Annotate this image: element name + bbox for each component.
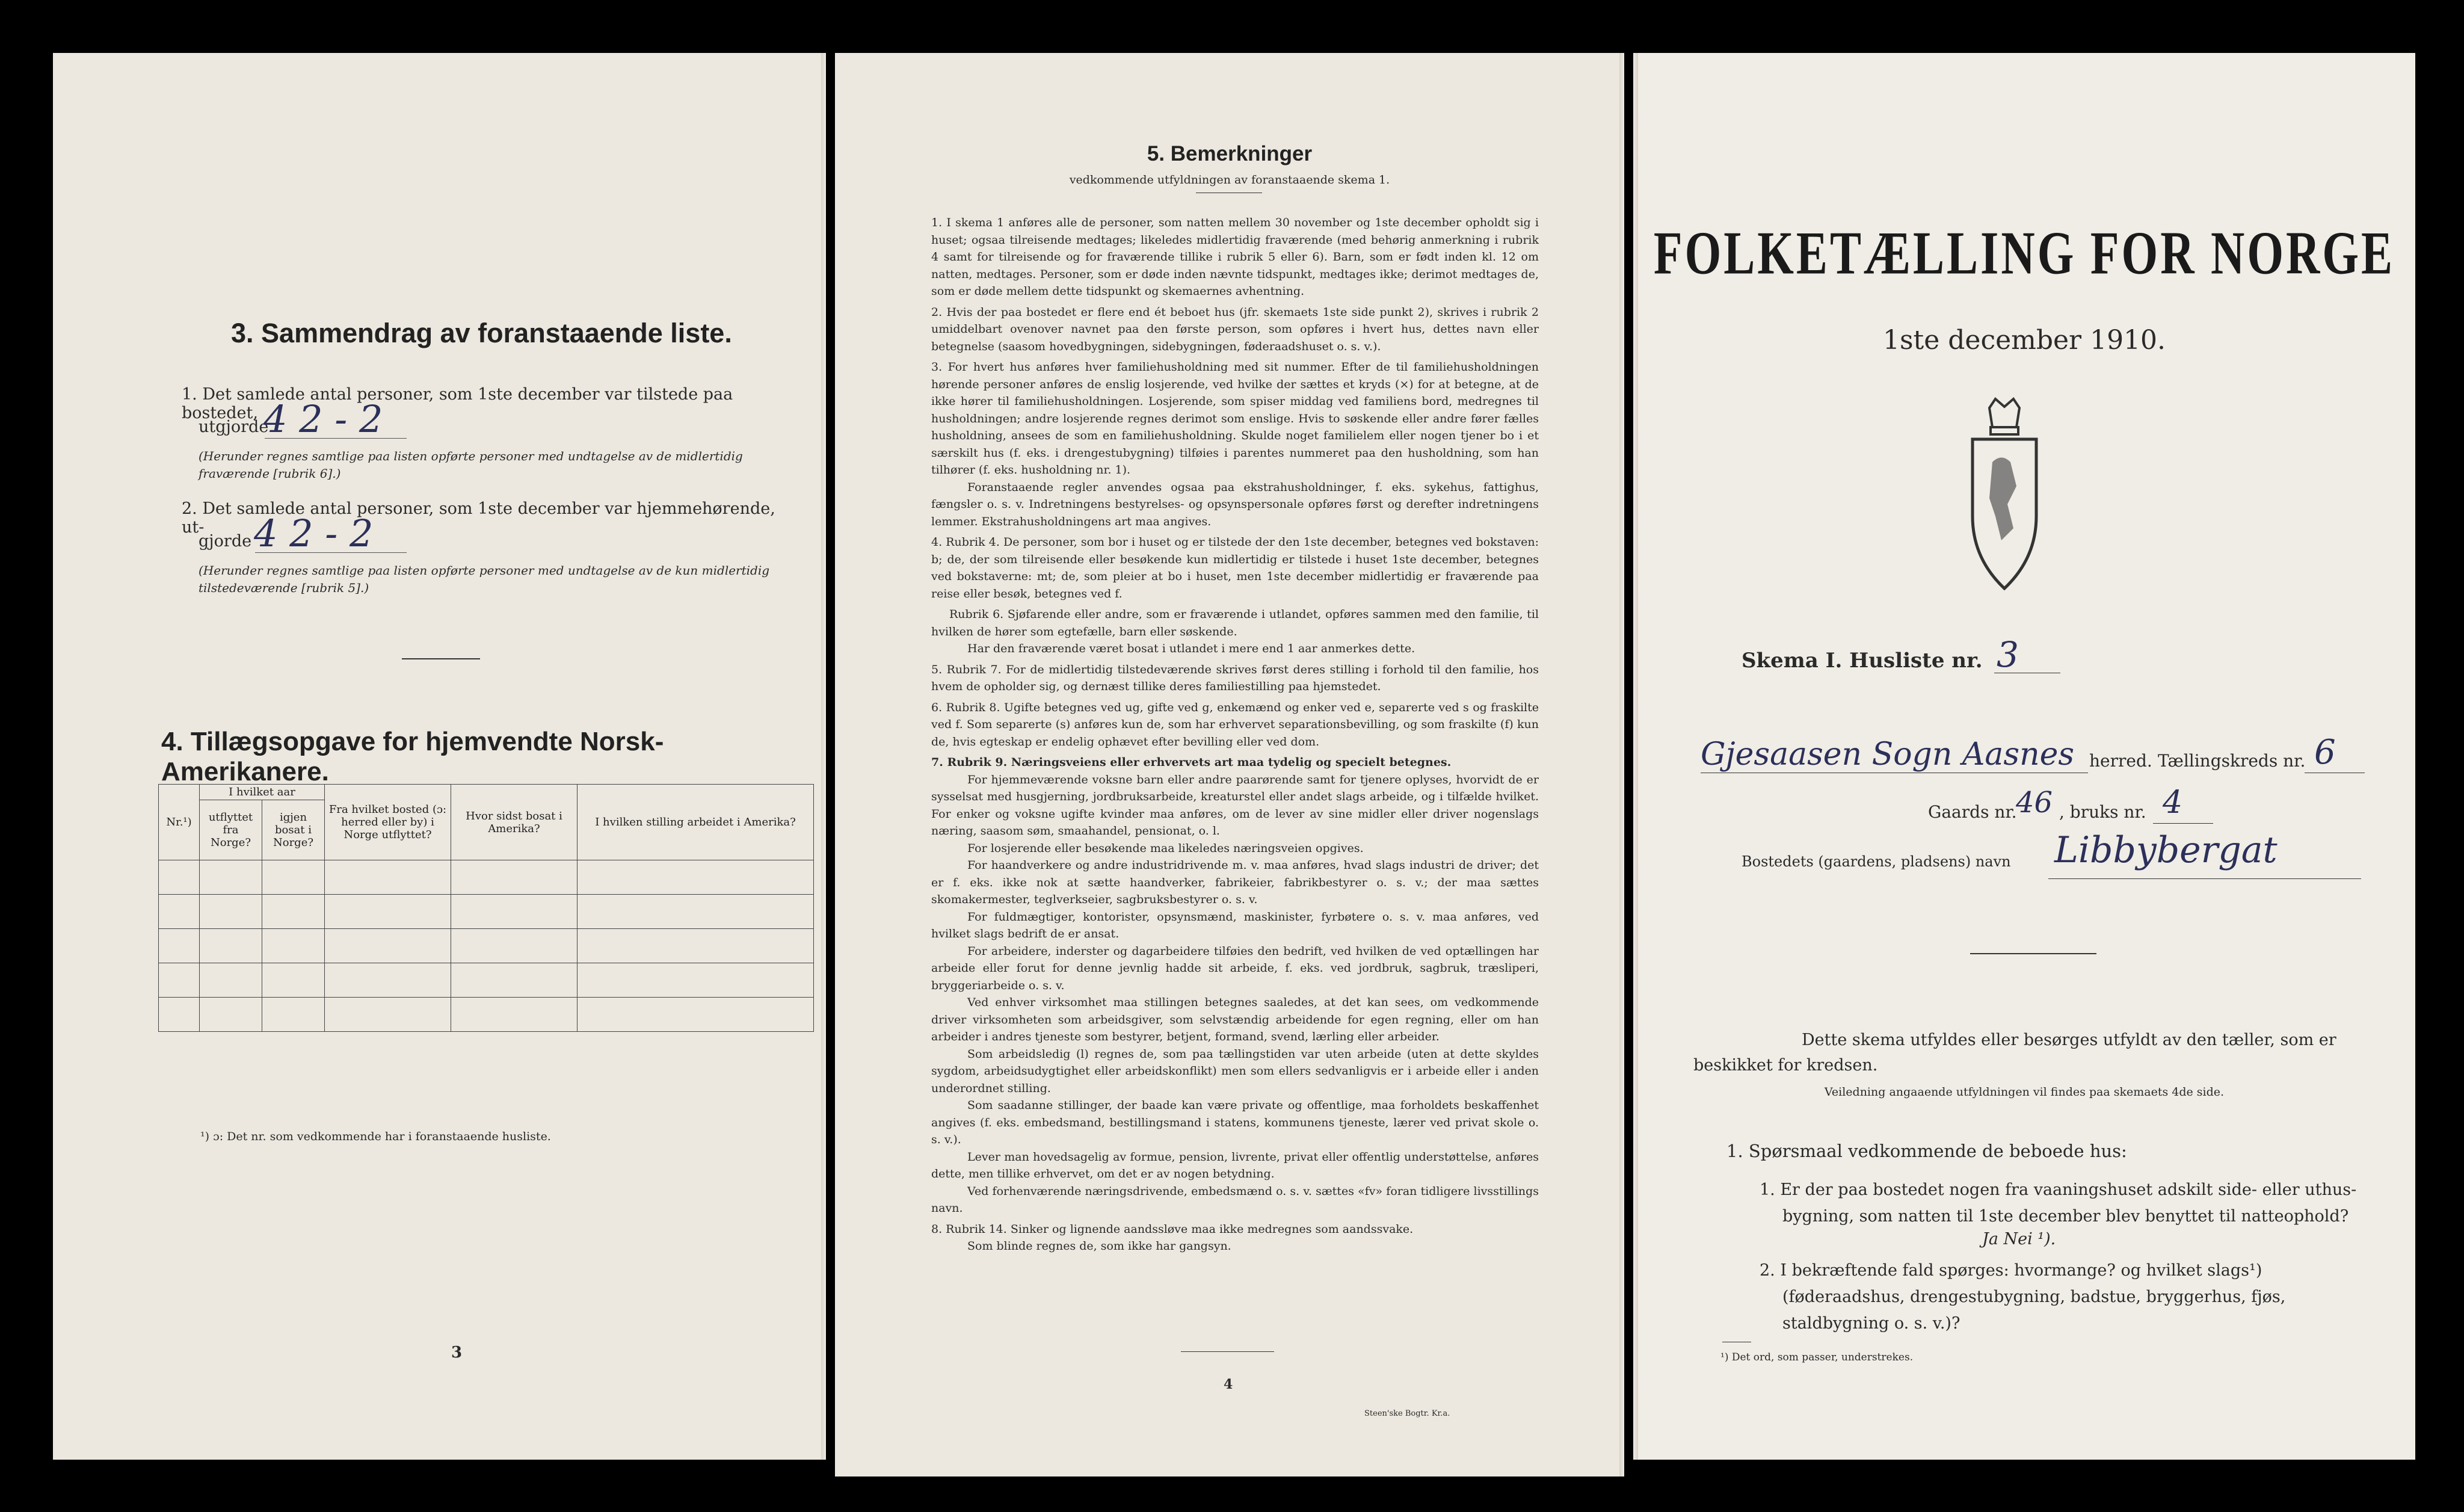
- coat-of-arms-icon: [1965, 396, 2044, 613]
- note-8: 8. Rubrik 14. Sinker og lignende aandssløve maa ikke medregnes som aandssvake.: [931, 1222, 1414, 1236]
- question-1-answer: Ja Nei ¹).: [1982, 1230, 2056, 1248]
- instruction-text: Dette skema utfyldes eller besørges utfyldt av den tæller, som er beskikket for kredsen.: [1693, 1031, 2336, 1075]
- note-7h: Som arbeidsledig (l) regnes de, som paa tællingstiden var uten arbeide (uten at dette skyldes sygdom, arbeidsudygtighet eller arbeidskonflikt) men som ellers sedvanligvis er i arbeide eller i anden underordnet stilling.: [931, 1047, 1539, 1095]
- note-4c: Har den fraværende været bosat i utlandet i mere end 1 aar anmerkes dette.: [967, 642, 1415, 655]
- note-4: 4. Rubrik 4. De personer, som bor i huset og er tilstede der den 1ste december, betegnes ved bokstaven: b; de, der som tilreisende eller besøkende kun midlertidig er tilstede i huset 1ste december, betegnes ved bokstaverne: mt; de, som pleier at bo i huset, men 1ste december midlertidig er fraværende paa reise eller besøk, betegnes ved f.: [931, 535, 1539, 600]
- note-7i: Som saadanne stillinger, der baade kan være private og offentlige, maa forholdets beskaffenhet angives (f. eks. embedsmand, bestillingsmand i statens, kommunens tjeneste, lærer ved privat skole o. s. v.).: [931, 1099, 1539, 1146]
- note-7c: For losjerende eller besøkende maa likeledes næringsveien opgives.: [967, 841, 1364, 855]
- col-utflyttet: utflyttet fra Norge?: [200, 800, 262, 860]
- col-stilling: I hvilken stilling arbeidet i Amerika?: [578, 785, 814, 860]
- note-7b: For hjemmeværende voksne barn eller andre paarørende samt for tjenere oplyses, hvorvidt de er sysselsat med husgjerning, jordbruksarbeide, kreaturstel eller andet slags arbeide, og i tilfælde hvilket. For enker og voksne ugifte kvinder maa anføres, om de lever av sine midler eller driver nogenslags næring, saasom søm, smaahandel, pensionat, o. l.: [931, 773, 1539, 838]
- right-footnote: ¹) Det ord, som passer, understrekes.: [1720, 1351, 1914, 1363]
- middle-page: [835, 53, 1624, 1477]
- remarks-subtitle: vedkommende utfyldningen av foranstaaende skema 1.: [1069, 173, 1390, 187]
- question-2: 2. I bekræftende fald spørges: hvormange? og hvilket slags¹) (føderaadshus, drengestubygning, badstue, bryggerhus, fjøs, staldbygning o. s. v.)?: [1760, 1261, 2286, 1333]
- table-row: [159, 963, 814, 998]
- herred-handwritten: Gjesaasen Sogn Aasnes: [1701, 736, 2075, 773]
- kreds-number: 6: [2314, 733, 2336, 772]
- note-1: 1. I skema 1 anføres alle de personer, som natten mellem 30 november og 1ste december opholdt sig i huset; ogsaa tilreisende medtages; likeledes midlertidig fraværende (med behørig anmerkning i rubrik 4 samt for tilreisende og for fraværende tillike i rubrik 5 eller 6). Barn, som er født inden kl. 12 om natten, medtages. Personer, som er døde inden nævnte tidspunkt, medtages ikke; derimot medtages de, som er døde mellem dette tidspunkt og skemaernes avhentning.: [931, 216, 1539, 298]
- note-7g: Ved enhver virksomhet maa stillingen betegnes saaledes, at det kan sees, om vedkommende driver virksomheten som arbeidsgiver, som selvstændig arbeidende for egen regning, eller om han arbeider i andres tjeneste som bestyrer, betjent, formand, svend, lærling eller arbeider.: [931, 996, 1539, 1043]
- printer-mark: Steen'ske Bogtr. Kr.a.: [1364, 1409, 1450, 1418]
- kreds-label: Tællingskreds nr.: [2158, 751, 2306, 771]
- note-3b: Foranstaaende regler anvendes ogsaa paa ekstrahusholdninger, f. eks. sykehus, fattighus, fængsler o. s. v. Indretningens bestyrelses- og opsynspersonale opføres først og derefter indretningens lemmer. Ekstrahusholdningens art maa angives.: [931, 480, 1539, 528]
- left-page: [53, 53, 826, 1460]
- remarks-title: 5. Bemerkninger: [1147, 142, 1313, 165]
- bosted-value: Libbybergat: [2054, 829, 2278, 871]
- note-8b: Som blinde regnes de, som ikke har gangsyn.: [967, 1239, 1231, 1253]
- census-date: 1ste december 1910.: [1882, 325, 2166, 356]
- item1-note: (Herunder regnes samtlige paa listen opførte personer med undtagelse av de midlertidig fraværende [rubrik 6].): [199, 449, 743, 481]
- note-3: 3. For hvert hus anføres hver familiehusholdning med sit nummer. Efter de til familiehusholdningen hørende personer anføres de enslig losjerende, ved hvilke der sættes et kryds (×) for at betegne, at de ikke hører til familiehusholdningen. Losjerende, som spiser middag ved familiens bord, medregnes til husholdningen; andre losjerende regnes derimot som enslige. Hvis to søskende eller andre fører fælles husholdning, ansees de som en familiehusholdning. Skulde noget familielem eller nogen tjener bo i et særskilt hus (f. eks. i drengestubygning) tilføies i parentes nummeret paa den husholdning, som han tilhører (f. eks. husholdning nr. 1).: [931, 360, 1539, 477]
- col-nr: Nr.¹): [159, 785, 200, 860]
- schema-label: Skema I. Husliste nr.: [1742, 649, 1983, 673]
- page-fold: [1619, 53, 1624, 1477]
- gaards-label: Gaards nr.: [1928, 802, 2017, 822]
- note-2: 2. Hvis der paa bostedet er flere end ét beboet hus (jfr. skemaets 1ste side punkt 2), skrives i rubrik 2 umiddelbart ovenover navnet paa den første person, som opføres i hvert hus, dettes navn eller betegnelse (saasom hovedbygningen, sidebygningen, føderaadshuset o. s. v.).: [931, 305, 1539, 353]
- herred-label: herred.: [2089, 751, 2152, 771]
- table-row: [159, 998, 814, 1032]
- note-7: 7. Rubrik 9. Næringsveiens eller erhvervets art maa tydelig og specielt betegnes.: [931, 756, 1452, 769]
- col-group-year: I hvilket aar: [200, 785, 325, 800]
- note-5: 5. Rubrik 7. For de midlertidig tilstedeværende skrives først deres stilling i forhold til den familie, hos hvem de opholder sig, og dernæst tillike deres familiestilling paa hjemstedet.: [931, 662, 1539, 693]
- section3-title: 3. Sammendrag av foranstaaende liste.: [231, 318, 732, 348]
- page-number-3: 3: [451, 1344, 463, 1362]
- item1-text: 1. Det samlede antal personer, som 1ste december var tilstede paa bostedet,: [182, 385, 733, 422]
- col-igjen: igjen bosat i Norge?: [262, 800, 325, 860]
- bruks-number: 4: [2163, 785, 2183, 821]
- note-4b: Rubrik 6. Sjøfarende eller andre, som er fraværende i utlandet, opføres sammen med den familie, til hvilken de hører som egtefælle, barn eller søskende.: [931, 608, 1539, 638]
- norsk-amerikaner-table: [158, 784, 814, 1032]
- main-title: FOLKETÆLLING FOR NORGE: [1653, 218, 2395, 287]
- guidance-text: Veiledning angaaende utfyldningen vil findes paa skemaets 4de side.: [1824, 1085, 2225, 1099]
- questions-heading: 1. Spørsmaal vedkommende de beboede hus:: [1726, 1141, 2127, 1161]
- table-row: [159, 895, 814, 929]
- col-herred: Fra hvilket bosted (ɔ: herred eller by) i Norge utflyttet?: [325, 785, 451, 860]
- note-7d: For haandverkere og andre industridrivende m. v. maa anføres, hvad slags industri de driver; det er f. eks. ikke nok at sætte haandverker, fabrikeier, fabrikbestyrer o. s. v.; der maa sættes skomakermester, teglverkseier, sagbruksbestyrer o. s. v.: [931, 859, 1539, 906]
- item1-handwritten: 4 2 - 2: [263, 397, 383, 441]
- section4-title: 4. Tillægsopgave for hjemvendte Norsk-Amerikanere.: [161, 727, 664, 786]
- page-fold: [1633, 53, 1638, 1460]
- col-amerika: Hvor sidst bosat i Amerika?: [451, 785, 578, 860]
- item2-prefix: gjorde: [199, 532, 252, 551]
- table-row: [159, 929, 814, 963]
- bosted-line: [2048, 878, 2361, 879]
- page-fold: [821, 53, 826, 1460]
- page-number-4: 4: [1224, 1377, 1233, 1392]
- remarks-notes: [931, 214, 1539, 1255]
- note-7j: Lever man hovedsagelig av formue, pension, livrente, privat eller offentlig understøttelse, anføres dette, men tillike erhvervet, om det er av nogen betydning.: [931, 1150, 1539, 1180]
- ornament-rule: [1970, 953, 2096, 954]
- husliste-number: 3: [1997, 634, 2019, 675]
- question-1: 1. Er der paa bostedet nogen fra vaaningshuset adskilt side- eller uthus-bygning, som natten til 1ste december blev benyttet til natteophold?: [1760, 1180, 2357, 1226]
- right-page: [1633, 53, 2415, 1460]
- divider: [402, 658, 480, 659]
- bruks-label: , bruks nr.: [2059, 802, 2146, 822]
- item2-note: (Herunder regnes samtlige paa listen opførte personer med undtagelse av de kun midlertidig tilstedeværende [rubrik 5].): [199, 563, 770, 595]
- bruks-line: [2153, 823, 2213, 824]
- item2-text: 2. Det samlede antal personer, som 1ste december var hjemmehørende, ut-: [182, 499, 775, 537]
- left-footnote: ¹) ɔ: Det nr. som vedkommende har i foranstaaende husliste.: [200, 1130, 551, 1143]
- item1-prefix: utgjorde: [199, 418, 269, 436]
- gaards-number: 46: [2016, 786, 2053, 819]
- bosted-label: Bostedets (gaardens, pladsens) navn: [1742, 853, 2011, 870]
- end-rule: [1181, 1351, 1274, 1352]
- note-7f: For arbeidere, inderster og dagarbeidere tilføies den bedrift, ved hvilken de ved optællingen har arbeide eller forut for denne jevnlig hadde sit arbeide, f. eks. ved jordbruk, sagbruk, træsliperi, bryggeriarbeide o. s. v.: [931, 944, 1539, 992]
- table-row: [159, 860, 814, 895]
- item2-handwritten: 4 2 - 2: [254, 511, 374, 555]
- note-7e: For fuldmægtiger, kontorister, opsynsmænd, maskinister, fyrbøtere o. s. v. maa anføres, ved hvilket slags bedrift de er ansat.: [931, 910, 1539, 940]
- note-6: 6. Rubrik 8. Ugifte betegnes ved ug, gifte ved g, enkemænd og enker ved e, separerte ved s og fraskilte ved f. Som separerte (s) anføres kun de, som har erhvervet separationsbevilling, og som fraskilte (f) kun de, hvis egteskap er endelig ophævet efter bevilling eller ved dom.: [931, 700, 1539, 748]
- note-7k: Ved forhenværende næringsdrivende, embedsmænd o. s. v. sættes «fv» foran tidligere livsstillings navn.: [931, 1184, 1539, 1215]
